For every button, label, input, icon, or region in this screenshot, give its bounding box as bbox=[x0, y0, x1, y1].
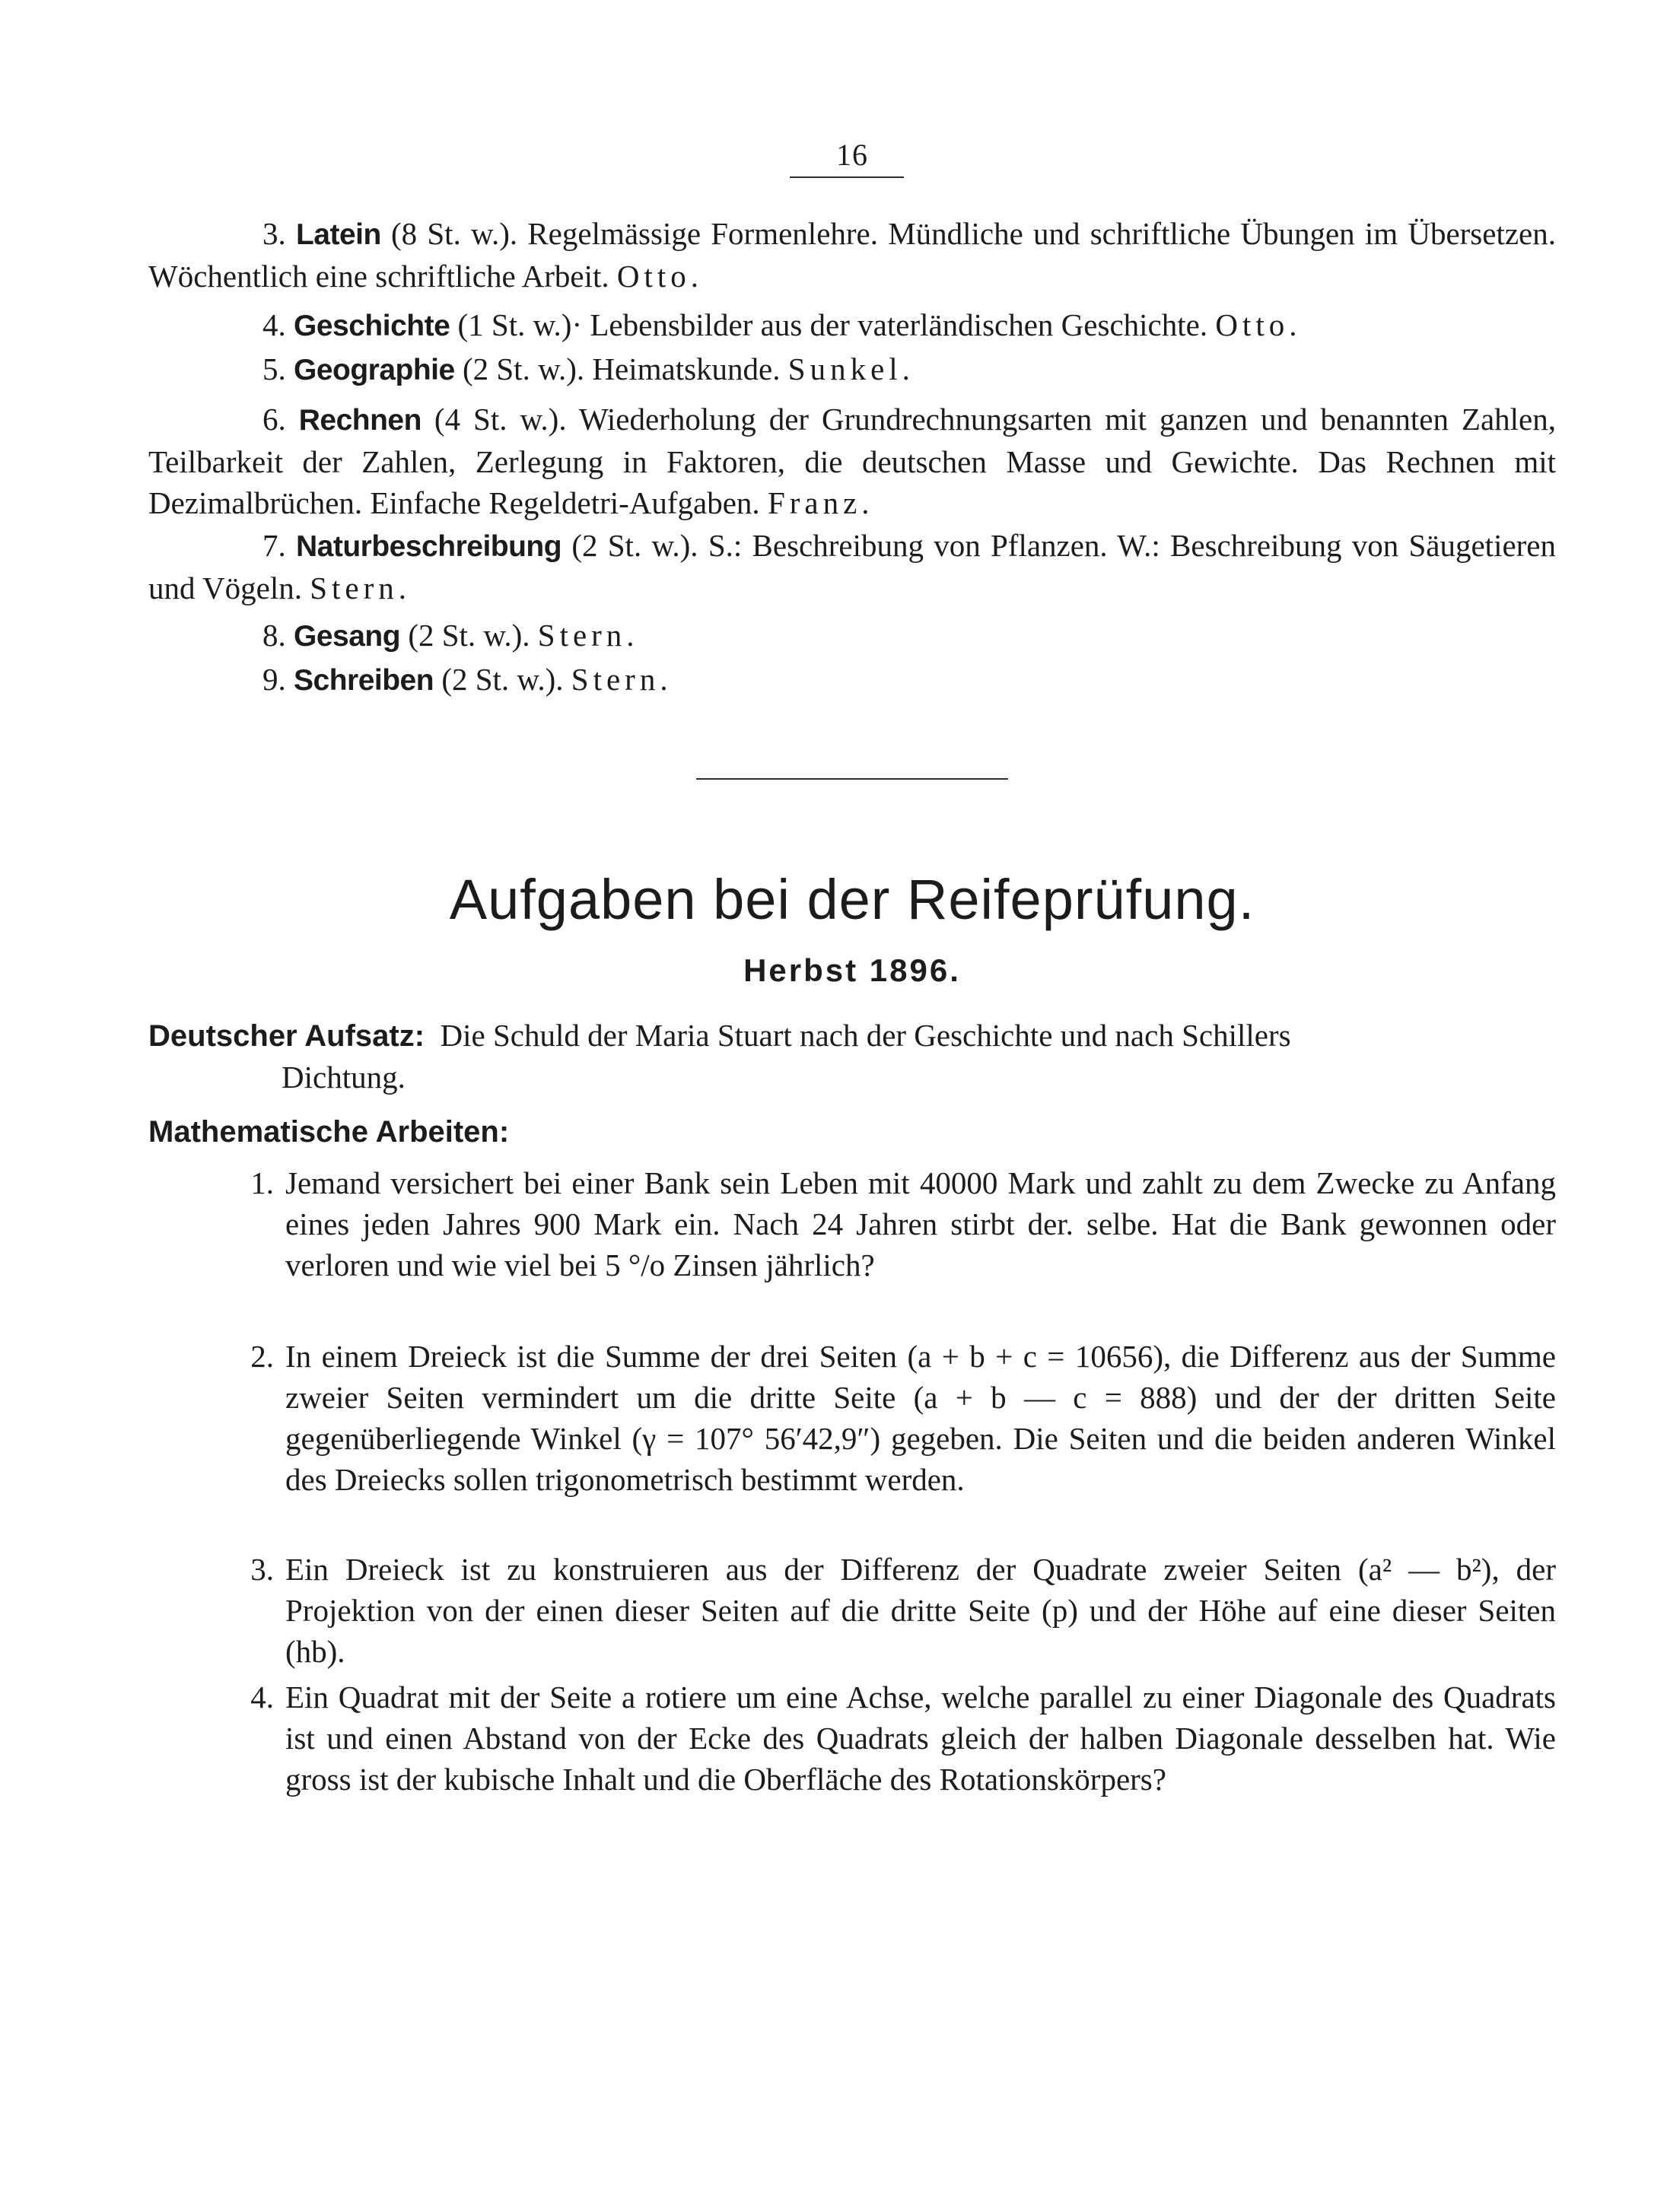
curriculum-item-naturbeschreibung bbox=[148, 525, 1556, 609]
math-task-3 bbox=[148, 1549, 1556, 1672]
section-divider bbox=[696, 778, 1008, 780]
item-number: 5. bbox=[262, 351, 286, 386]
math-label: Mathematische Arbeiten: bbox=[148, 1115, 510, 1149]
page-number-rule bbox=[790, 176, 904, 178]
subject-text: S.: Beschreibung von Pflanzen. W.: Beschreibung von Säugetieren und Vögeln. bbox=[148, 528, 1557, 605]
subject-text: Regelmässige Formenlehre. Mündliche und schriftliche Übungen im Übersetzen. Wöchentlich eine schriftliche Arbeit. bbox=[148, 216, 1556, 294]
curriculum-item-geschichte bbox=[148, 304, 1556, 347]
math-task-2 bbox=[148, 1336, 1556, 1500]
section-subheading: Herbst 1896. bbox=[743, 952, 961, 988]
curriculum-item-schreiben bbox=[148, 659, 1556, 701]
task-number: 1. bbox=[250, 1165, 274, 1200]
aufsatz-label: Deutscher Aufsatz: bbox=[148, 1019, 425, 1053]
teacher-name: Stern. bbox=[537, 618, 639, 653]
math-block-heading bbox=[148, 1111, 1556, 1152]
task-number: 3. bbox=[250, 1552, 274, 1587]
math-task-1 bbox=[148, 1162, 1556, 1286]
subject-hours: (2 St. w.). bbox=[462, 351, 585, 386]
teacher-name: Otto. bbox=[1215, 307, 1302, 342]
task-text: Jemand versichert bei einer Bank sein Leben mit 40000 Mark und zahlt zu dem Zwecke zu Anfang eines jeden Jahres 900 Mark ein. Nach 24 Jahren stirbt der. selbe. Hat die Bank gewonnen oder verloren und wie viel bei 5 °/o Zinsen jährlich? bbox=[285, 1165, 1556, 1282]
task-text: Ein Dreieck ist zu konstruieren aus der Differenz der Quadrate zweier Seiten (a² — b²), der Projektion von der einen dieser Seiten auf die dritte Seite (p) und der Höhe auf eine dieser Seiten (hb). bbox=[285, 1552, 1556, 1669]
item-number: 8. bbox=[262, 618, 286, 653]
subject-name: Geographie bbox=[294, 354, 455, 386]
teacher-name: Stern. bbox=[310, 570, 412, 605]
subject-hours: (1 St. w.)· bbox=[457, 307, 583, 342]
subject-hours: (8 St. w.). bbox=[391, 216, 518, 251]
item-number: 7. bbox=[262, 528, 286, 563]
subject-name: Geschichte bbox=[294, 310, 450, 342]
subject-hours: (4 St. w.). bbox=[434, 402, 567, 437]
item-number: 6. bbox=[262, 402, 286, 437]
aufsatz-text-line2: Dichtung. bbox=[282, 1060, 406, 1095]
teacher-name: Franz. bbox=[767, 485, 874, 520]
curriculum-item-latein bbox=[148, 213, 1556, 297]
subject-text: Heimatskunde. bbox=[592, 351, 781, 386]
section-heading: Aufgaben bei der Reifeprüfung. bbox=[449, 868, 1255, 931]
task-number: 2. bbox=[250, 1339, 274, 1374]
teacher-name: Stern. bbox=[571, 662, 673, 697]
teacher-name: Otto. bbox=[616, 259, 704, 294]
teacher-name: Sunkel. bbox=[787, 351, 915, 386]
item-number: 3. bbox=[262, 216, 286, 251]
item-number: 4. bbox=[262, 307, 286, 342]
subject-name: Naturbeschreibung bbox=[296, 530, 562, 563]
curriculum-item-gesang bbox=[148, 615, 1556, 657]
subject-name: Gesang bbox=[294, 620, 401, 653]
item-number: 9. bbox=[262, 662, 286, 697]
subject-text: Lebensbilder aus der vaterländischen Geschichte. bbox=[590, 307, 1208, 342]
subject-hours: (2 St. w.). bbox=[408, 618, 530, 653]
curriculum-item-rechnen bbox=[148, 399, 1556, 523]
subject-name: Rechnen bbox=[298, 404, 422, 437]
subject-hours: (2 St. w.). bbox=[441, 662, 564, 697]
aufsatz-text-line1: Die Schuld der Maria Stuart nach der Geschichte und nach Schillers bbox=[440, 1018, 1291, 1053]
task-text: Ein Quadrat mit der Seite a rotiere um eine Achse, welche parallel zu einer Diagonale des Quadrats ist und einen Abstand von der Ecke des Quadrats gleich der halben Diagonale desselben hat. Wie gross ist der kubische Inhalt und die Oberfläche des Rotationskörpers? bbox=[285, 1680, 1556, 1797]
subject-text: Wiederholung der Grundrechnungsarten mit ganzen und benannten Zahlen, Teilbarkeit der Zahlen, Zerlegung in Faktoren, die deutschen Masse und Gewichte. Das Rechnen mit Dezimalbrüchen. Einfache Regeldetri-Aufgaben. bbox=[148, 402, 1557, 520]
curriculum-item-geographie bbox=[148, 348, 1556, 391]
task-number: 4. bbox=[250, 1680, 274, 1715]
subject-name: Latein bbox=[295, 218, 381, 251]
math-task-4 bbox=[148, 1676, 1556, 1800]
page-number: 16 bbox=[836, 138, 868, 172]
task-text: In einem Dreieck ist die Summe der drei Seiten (a + b + c = 10656), die Differenz aus der Summe zweier Seiten vermindert um die dritte Seite (a + b — c = 888) und der der dritten Seite gegenüberliegende Winkel (γ = 107° 56′42,9″) gegeben. Die Seiten und die beiden anderen Winkel des Dreiecks sollen trigonometrisch bestimmt werden. bbox=[285, 1339, 1556, 1497]
aufsatz-block bbox=[148, 1015, 1556, 1098]
subject-name: Schreiben bbox=[294, 664, 434, 697]
subject-hours: (2 St. w.). bbox=[571, 528, 698, 563]
document-page bbox=[148, 0, 1556, 2212]
